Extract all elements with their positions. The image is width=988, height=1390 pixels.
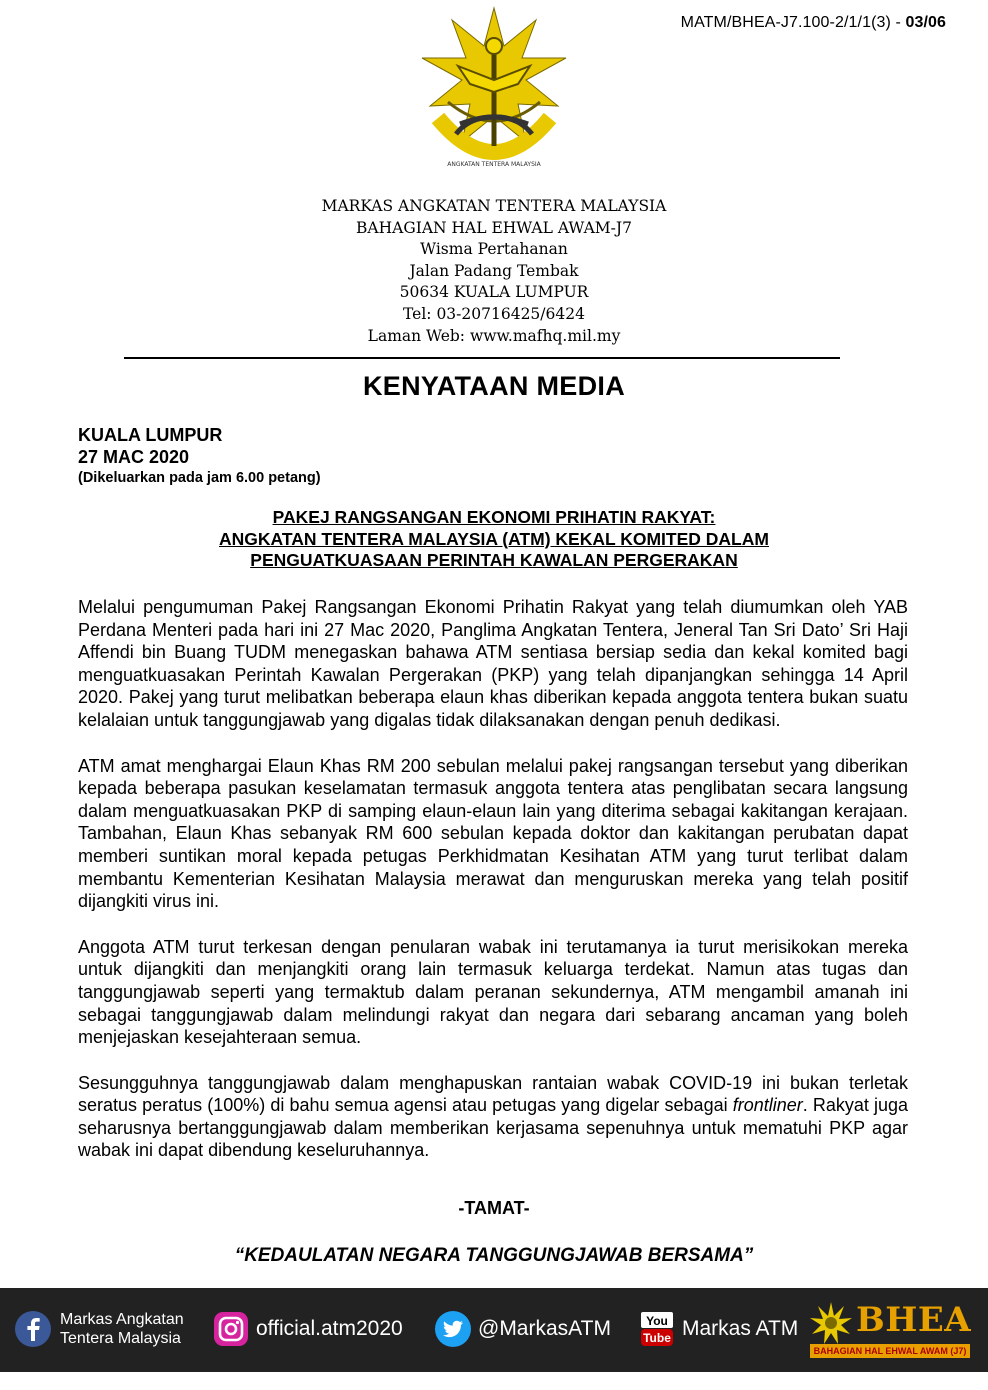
bhea-subtitle: BAHAGIAN HAL EHWAL AWAM (J7) bbox=[810, 1344, 970, 1358]
paragraph: Sesungguhnya tanggungjawab dalam menghapuskan rantaian wabak COVID-19 ini bukan terletak seratus peratus (100%) di bahu semua agensi atau petugas yang digelar sebagai frontliner. Rakyat juga seharusnya bertanggungjawab dalam memberikan kerjasama sepenuhnya untuk mematuhi PKP agar wabak ini dapat dibendung keseluruhannya. bbox=[78, 1072, 908, 1161]
youtube-icon-label: Tube bbox=[643, 1331, 671, 1345]
twitter-link[interactable] bbox=[434, 1310, 611, 1348]
statement-title bbox=[0, 507, 988, 572]
youtube-channel: Markas ATM bbox=[682, 1317, 799, 1340]
instagram-handle: official.atm2020 bbox=[256, 1317, 403, 1340]
atm-emblem-icon bbox=[418, 6, 570, 188]
dateline-date: 27 MAC 2020 bbox=[78, 447, 190, 467]
facebook-link[interactable] bbox=[14, 1310, 184, 1348]
facebook-icon bbox=[14, 1310, 52, 1348]
title-line: PAKEJ RANGSANGAN EKONOMI PRIHATIN RAKYAT: bbox=[272, 507, 716, 527]
reference-number: MATM/BHEA-J7.100-2/1/1(3) - 03/06 bbox=[680, 14, 946, 31]
bhea-logo bbox=[808, 1300, 974, 1360]
paragraph: Anggota ATM turut terkesan dengan penularan wabak ini terutamanya ia turut merisikokan mereka untuk dijangkiti dan menjangkiti orang lain termasuk keluarga terdekat. Namun atas tugas dan tanggungjawab seperti yang termaktub dalam peranan sekundernya, ATM mengambil amanah ini sebagai tanggungjawab dalam melindungi rakyat dan negara dari sebarang ancaman yang boleh menjejaskan kesejahteraan semua. bbox=[78, 936, 908, 1048]
bhea-emblem-icon bbox=[808, 1300, 854, 1346]
twitter-icon bbox=[434, 1310, 472, 1348]
facebook-line: Markas Angkatan bbox=[60, 1311, 184, 1328]
title-line: ANGKATAN TENTERA MALAYSIA (ATM) KEKAL KOMITED DALAM bbox=[219, 528, 769, 549]
reference-page: 03/06 bbox=[905, 14, 946, 31]
emblem-text: ANGKATAN TENTERA MALAYSIA bbox=[447, 161, 541, 168]
twitter-handle: @MarkasATM bbox=[478, 1317, 611, 1340]
page-title: KENYATAAN MEDIA bbox=[362, 371, 625, 401]
italic-term: frontliner bbox=[732, 1095, 803, 1116]
org-line: 50634 KUALA LUMPUR bbox=[399, 283, 589, 302]
end-mark: -TAMAT- bbox=[458, 1198, 530, 1218]
org-line: BAHAGIAN HAL EHWAL AWAM-J7 bbox=[356, 218, 632, 237]
social-footer bbox=[0, 1288, 988, 1372]
org-line: Laman Web: www.mafhq.mil.my bbox=[367, 326, 621, 345]
dateline-place: KUALA LUMPUR bbox=[78, 425, 223, 445]
organization-address bbox=[0, 196, 988, 347]
motto: “KEDAULATAN NEGARA TANGGUNGJAWAB BERSAMA” bbox=[234, 1245, 754, 1266]
org-line: MARKAS ANGKATAN TENTERA MALAYSIA bbox=[321, 197, 667, 215]
paragraph: Melalui pengumuman Pakej Rangsangan Ekonomi Prihatin Rakyat yang telah diumumkan oleh YAB Perdana Menteri pada hari ini 27 Mac 2020, Panglima Angkatan Tentera, Jeneral Tan Sri Dato’ Sri Haji Affendi bin Buang TUDM menegaskan bahawa ATM sentiasa bersiap sedia dan kekal komited bagi menguatkuasakan Perintah Kawalan Pergerakan (PKP) yang telah dipanjangkan sehingga 14 April 2020. Pakej yang turut melibatkan beberapa elaun khas diberikan kepada anggota tentera bukan suatu kelalaian untuk tanggungjawab yang digalas tidak dilaksanakan dengan penuh dedikasi. bbox=[78, 597, 908, 730]
youtube-link[interactable] bbox=[638, 1310, 798, 1348]
org-line: Wisma Pertahanan bbox=[420, 240, 568, 259]
instagram-link[interactable] bbox=[212, 1310, 403, 1348]
title-line: PENGUATKUASAAN PERINTAH KAWALAN PERGERAKAN bbox=[250, 550, 738, 570]
statement-body bbox=[78, 596, 908, 1185]
org-line: Tel: 03-20716425/6424 bbox=[403, 304, 585, 323]
paragraph: ATM amat menghargai Elaun Khas RM 200 sebulan melalui pakej rangsangan tersebut yang diberikan kepada beberapa pasukan keselamatan termasuk anggota tentera atas penglibatan secara langsung dalam menguatkuasakan PKP di samping elaun-elaun lain yang diterima sebagai kakitangan kerajaan. Tambahan, Elaun Khas sebanyak RM 600 sebulan kepada doktor dan kakitangan perubatan dapat memberi suntikan moral kepada petugas Perkhidmatan Kesihatan ATM yang turut terlibat dalam membantu Kementerian Kesihatan Malaysia merawat dan menguruskan mereka yang telah positif dijangkiti virus ini. bbox=[78, 755, 908, 912]
facebook-line: Tentera Malaysia bbox=[60, 1330, 181, 1347]
issued-time: (Dikeluarkan pada jam 6.00 petang) bbox=[78, 470, 321, 486]
header-divider bbox=[124, 357, 840, 359]
bhea-wordmark: BHEA bbox=[856, 1300, 972, 1340]
org-line: Jalan Padang Tembak bbox=[409, 261, 579, 280]
youtube-icon-label: You bbox=[646, 1314, 668, 1328]
instagram-icon bbox=[212, 1310, 250, 1348]
youtube-icon bbox=[638, 1310, 676, 1348]
